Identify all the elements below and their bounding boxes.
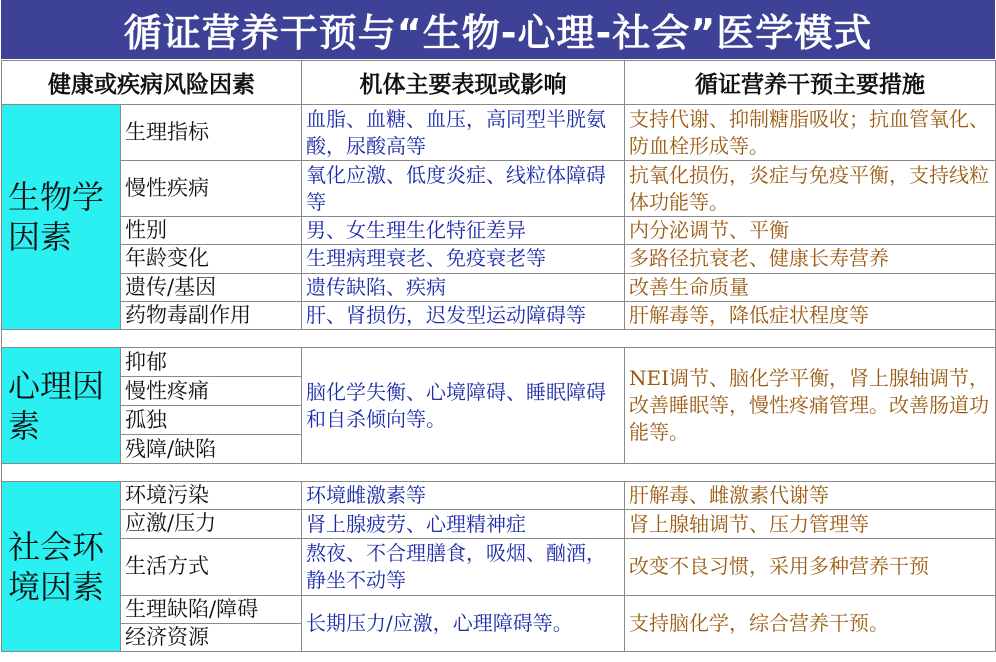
effect-cell: 肾上腺疲劳、心理精神症: [302, 510, 625, 538]
measure-cell: 内分泌调节、平衡: [625, 217, 996, 245]
measure-cell: 多路径抗衰老、健康长寿营养: [625, 245, 996, 273]
factor-cell: 药物毒副作用: [121, 301, 302, 329]
page-title: 循证营养干预与“生物-心理-社会”医学模式: [1, 0, 995, 59]
factor-cell: 生活方式: [121, 538, 302, 595]
measure-cell: 支持代谢、抑制糖脂吸收；抗血管氧化、防血栓形成等。: [625, 105, 996, 161]
table-row: [2, 161, 996, 217]
measure-cell: 肾上腺轴调节、压力管理等: [625, 510, 996, 538]
effect-cell: 血脂、血糖、血压，高同型半胱氨酸，尿酸高等: [302, 105, 625, 161]
effect-cell: 遗传缺陷、疾病: [302, 273, 625, 301]
factor-cell: 残障/缺陷: [121, 435, 302, 464]
factor-cell: 性别: [121, 217, 302, 245]
header-manifestations: 机体主要表现或影响: [302, 61, 625, 105]
factor-cell: 年龄变化: [121, 245, 302, 273]
measure-cell: 支持脑化学，综合营养干预。: [625, 595, 996, 652]
factor-cell: 应激/压力: [121, 510, 302, 538]
factor-cell: 慢性疾病: [121, 161, 302, 217]
effect-cell: 肝、肾损伤，迟发型运动障碍等: [302, 301, 625, 329]
measure-cell: 改善生命质量: [625, 273, 996, 301]
effect-cell: 长期压力/应激，心理障碍等。: [302, 595, 625, 652]
effect-cell: 生理病理衰老、免疫衰老等: [302, 245, 625, 273]
effect-cell: 氧化应激、低度炎症、线粒体障碍等: [302, 161, 625, 217]
factor-cell: 经济资源: [121, 624, 302, 652]
measure-cell: NEI调节、脑化学平衡，肾上腺轴调节，改善睡眠等，慢性疼痛管理。改善肠道功能等。: [625, 348, 996, 464]
measure-cell: 肝解毒等，降低症状程度等: [625, 301, 996, 329]
table-row: [2, 273, 996, 301]
table-row: [2, 301, 996, 329]
table-row: [2, 595, 996, 623]
measure-cell: 肝解毒、雌激素代谢等: [625, 482, 996, 510]
category-psychological: 心理因素: [2, 348, 121, 464]
effect-cell: 熬夜、不合理膳食，吸烟、酗酒，静坐不动等: [302, 538, 625, 595]
table-row: [2, 245, 996, 273]
table-row: [2, 217, 996, 245]
effect-cell: 男、女生理生化特征差异: [302, 217, 625, 245]
table-row: [2, 538, 996, 595]
factor-cell: 生理缺陷/障碍: [121, 595, 302, 623]
table-row: [2, 105, 996, 161]
table-row: [2, 348, 996, 377]
row-divider: [2, 330, 996, 348]
table-row: [2, 482, 996, 510]
factor-cell: 环境污染: [121, 482, 302, 510]
measure-cell: 改变不良习惯，采用多种营养干预: [625, 538, 996, 595]
effect-cell: 脑化学失衡、心境障碍、睡眠障碍和自杀倾向等。: [302, 348, 625, 464]
effect-cell: 环境雌激素等: [302, 482, 625, 510]
header-interventions: 循证营养干预主要措施: [625, 61, 996, 105]
category-biological: 生物学因素: [2, 105, 121, 330]
table-row: [2, 510, 996, 538]
header-risk-factors: 健康或疾病风险因素: [2, 61, 302, 105]
row-divider: [2, 464, 996, 482]
header-row: [2, 61, 996, 105]
factor-cell: 慢性疼痛: [121, 377, 302, 406]
factor-cell: 孤独: [121, 406, 302, 435]
measure-cell: 抗氧化损伤，炎症与免疫平衡，支持线粒体功能等。: [625, 161, 996, 217]
nutrition-model-table: [1, 60, 996, 652]
factor-cell: 抑郁: [121, 348, 302, 377]
factor-cell: 生理指标: [121, 105, 302, 161]
factor-cell: 遗传/基因: [121, 273, 302, 301]
category-social: 社会环境因素: [2, 482, 121, 652]
